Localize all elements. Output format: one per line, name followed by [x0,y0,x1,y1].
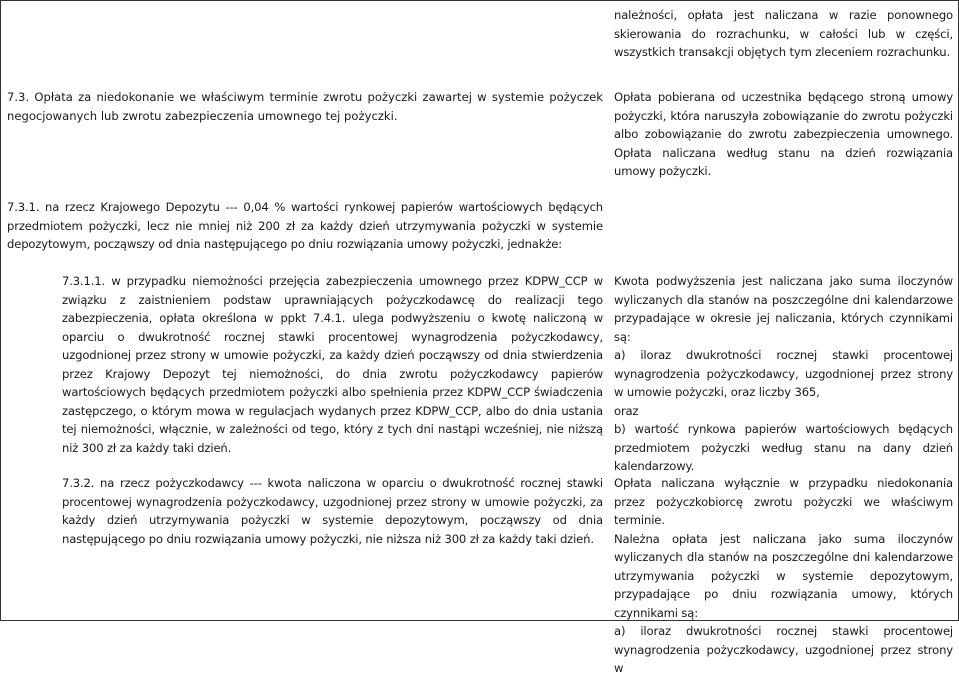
fee-7-3-description: Opłata pobierana od uczestnika będącego stroną umowy pożyczki, która naruszyła zobowiązanie do zwrotu pożyczki albo zobowiązanie do zwrotu zabezpieczenia umownego. Opłata naliczana według stanu na dzień rozwiązania umowy pożyczki. [614,90,953,178]
description-paragraph: Opłata naliczana wyłącznie w przypadku niedokonania przez pożyczkobiorcę zwrotu pożyczki we właściwym terminie. [614,476,953,527]
fee-description-continuation: należności, opłata jest naliczana w razie ponownego skierowania do rozrachunku, w całości lub w części, wszystkich transakcji objętych tym zleceniem rozrachunku. [614,8,953,59]
description-paragraph: Kwota podwyższenia jest naliczana jako suma iloczynów wyliczanych dla stanów na poszczególne dni kalendarzowe przypadające w okresie jej naliczania, których czynnikami są: [614,274,953,344]
fee-7-3-1-1-text: 7.3.1.1. w przypadku niemożności przejęcia zabezpieczenia umownego przez KDPW_CCP w związku z zaistnieniem podstaw uprawniających pożyczkodawcę do realizacji tego zabezpieczenia, opłata określona w ppkt 7.4.1. ulega podwyższeniu o kwotę naliczoną w oparciu o dwukrotność rocznej stawki procentowej wynagrodzenia pożyczkodawcy, uzgodnionej przez strony w umowie pożyczki, za każdy dzień począwszy od dnia stwierdzenia przez Krajowy Depozyt tej niemożności, do dnia zwrotu pożyczkodawcy papierów wartościowych będących przedmiotem pożyczki albo spełnienia przez KDPW_CCP świadczenia zastępczego, o którym mowa w regulacjach wydanych przez KDPW_CCP, albo do dnia ustania tej niemożności, włącznie, w zależności od tego, który z tych dni nastąpi wcześniej, nie niższą niż 300 zł za każdy taki dzień. [62,274,603,455]
description-item-a: a) iloraz dwukrotności rocznej stawki procentowej wynagrodzenia pożyczkodawcy, uzgodnionej przez strony w [614,624,953,675]
description-conjunction: oraz [614,403,639,418]
fee-7-3-1-text: 7.3.1. na rzecz Krajowego Depozytu --- 0,04 % wartości rynkowej papierów wartościowych będących przedmiotem pożyczki, lecz nie mniej niż 200 zł za każdy dzień utrzymywania pożyczki w systemie depozytowym, począwszy od dnia następującego po dniu rozwiązania umowy pożyczki, jednakże: [7,200,603,251]
fee-7-3-2-description [614,474,953,678]
fee-7-3-1-1-description [614,272,953,476]
fee-7-3-2-text: 7.3.2. na rzecz pożyczkodawcy --- kwota naliczona w oparciu o dwukrotność rocznej stawki procentowej wynagrodzenia pożyczkodawcy, uzgodnionej przez strony w umowie pożyczki, za każdy dzień utrzymywania pożyczki w systemie depozytowym, począwszy od dnia następującego po dniu rozwiązania umowy pożyczki, nie niższa niż 300 zł za każdy taki dzień. [62,476,603,546]
fee-7-3-title: 7.3. Opłata za niedokonanie we właściwym terminie zwrotu pożyczki zawartej w systemie pożyczek negocjowanych lub zwrotu zabezpieczenia umownego tej pożyczki. [7,90,603,123]
description-item-b: b) wartość rynkowa papierów wartościowych będących przedmiotem pożyczki według stanu na dany dzień kalendarzowy. [614,422,953,473]
description-paragraph: Należna opłata jest naliczana jako suma iloczynów wyliczanych dla stanów na poszczególne dni kalendarzowe utrzymywania pożyczki w systemie depozytowym, przypadające po dniu rozwiązania umowy, których czynnikami są: [614,531,953,620]
description-item-a: a) iloraz dwukrotności rocznej stawki procentowej wynagrodzenia pożyczkodawcy, uzgodnionej przez strony w umowie pożyczki, oraz liczby 365, [614,348,953,399]
